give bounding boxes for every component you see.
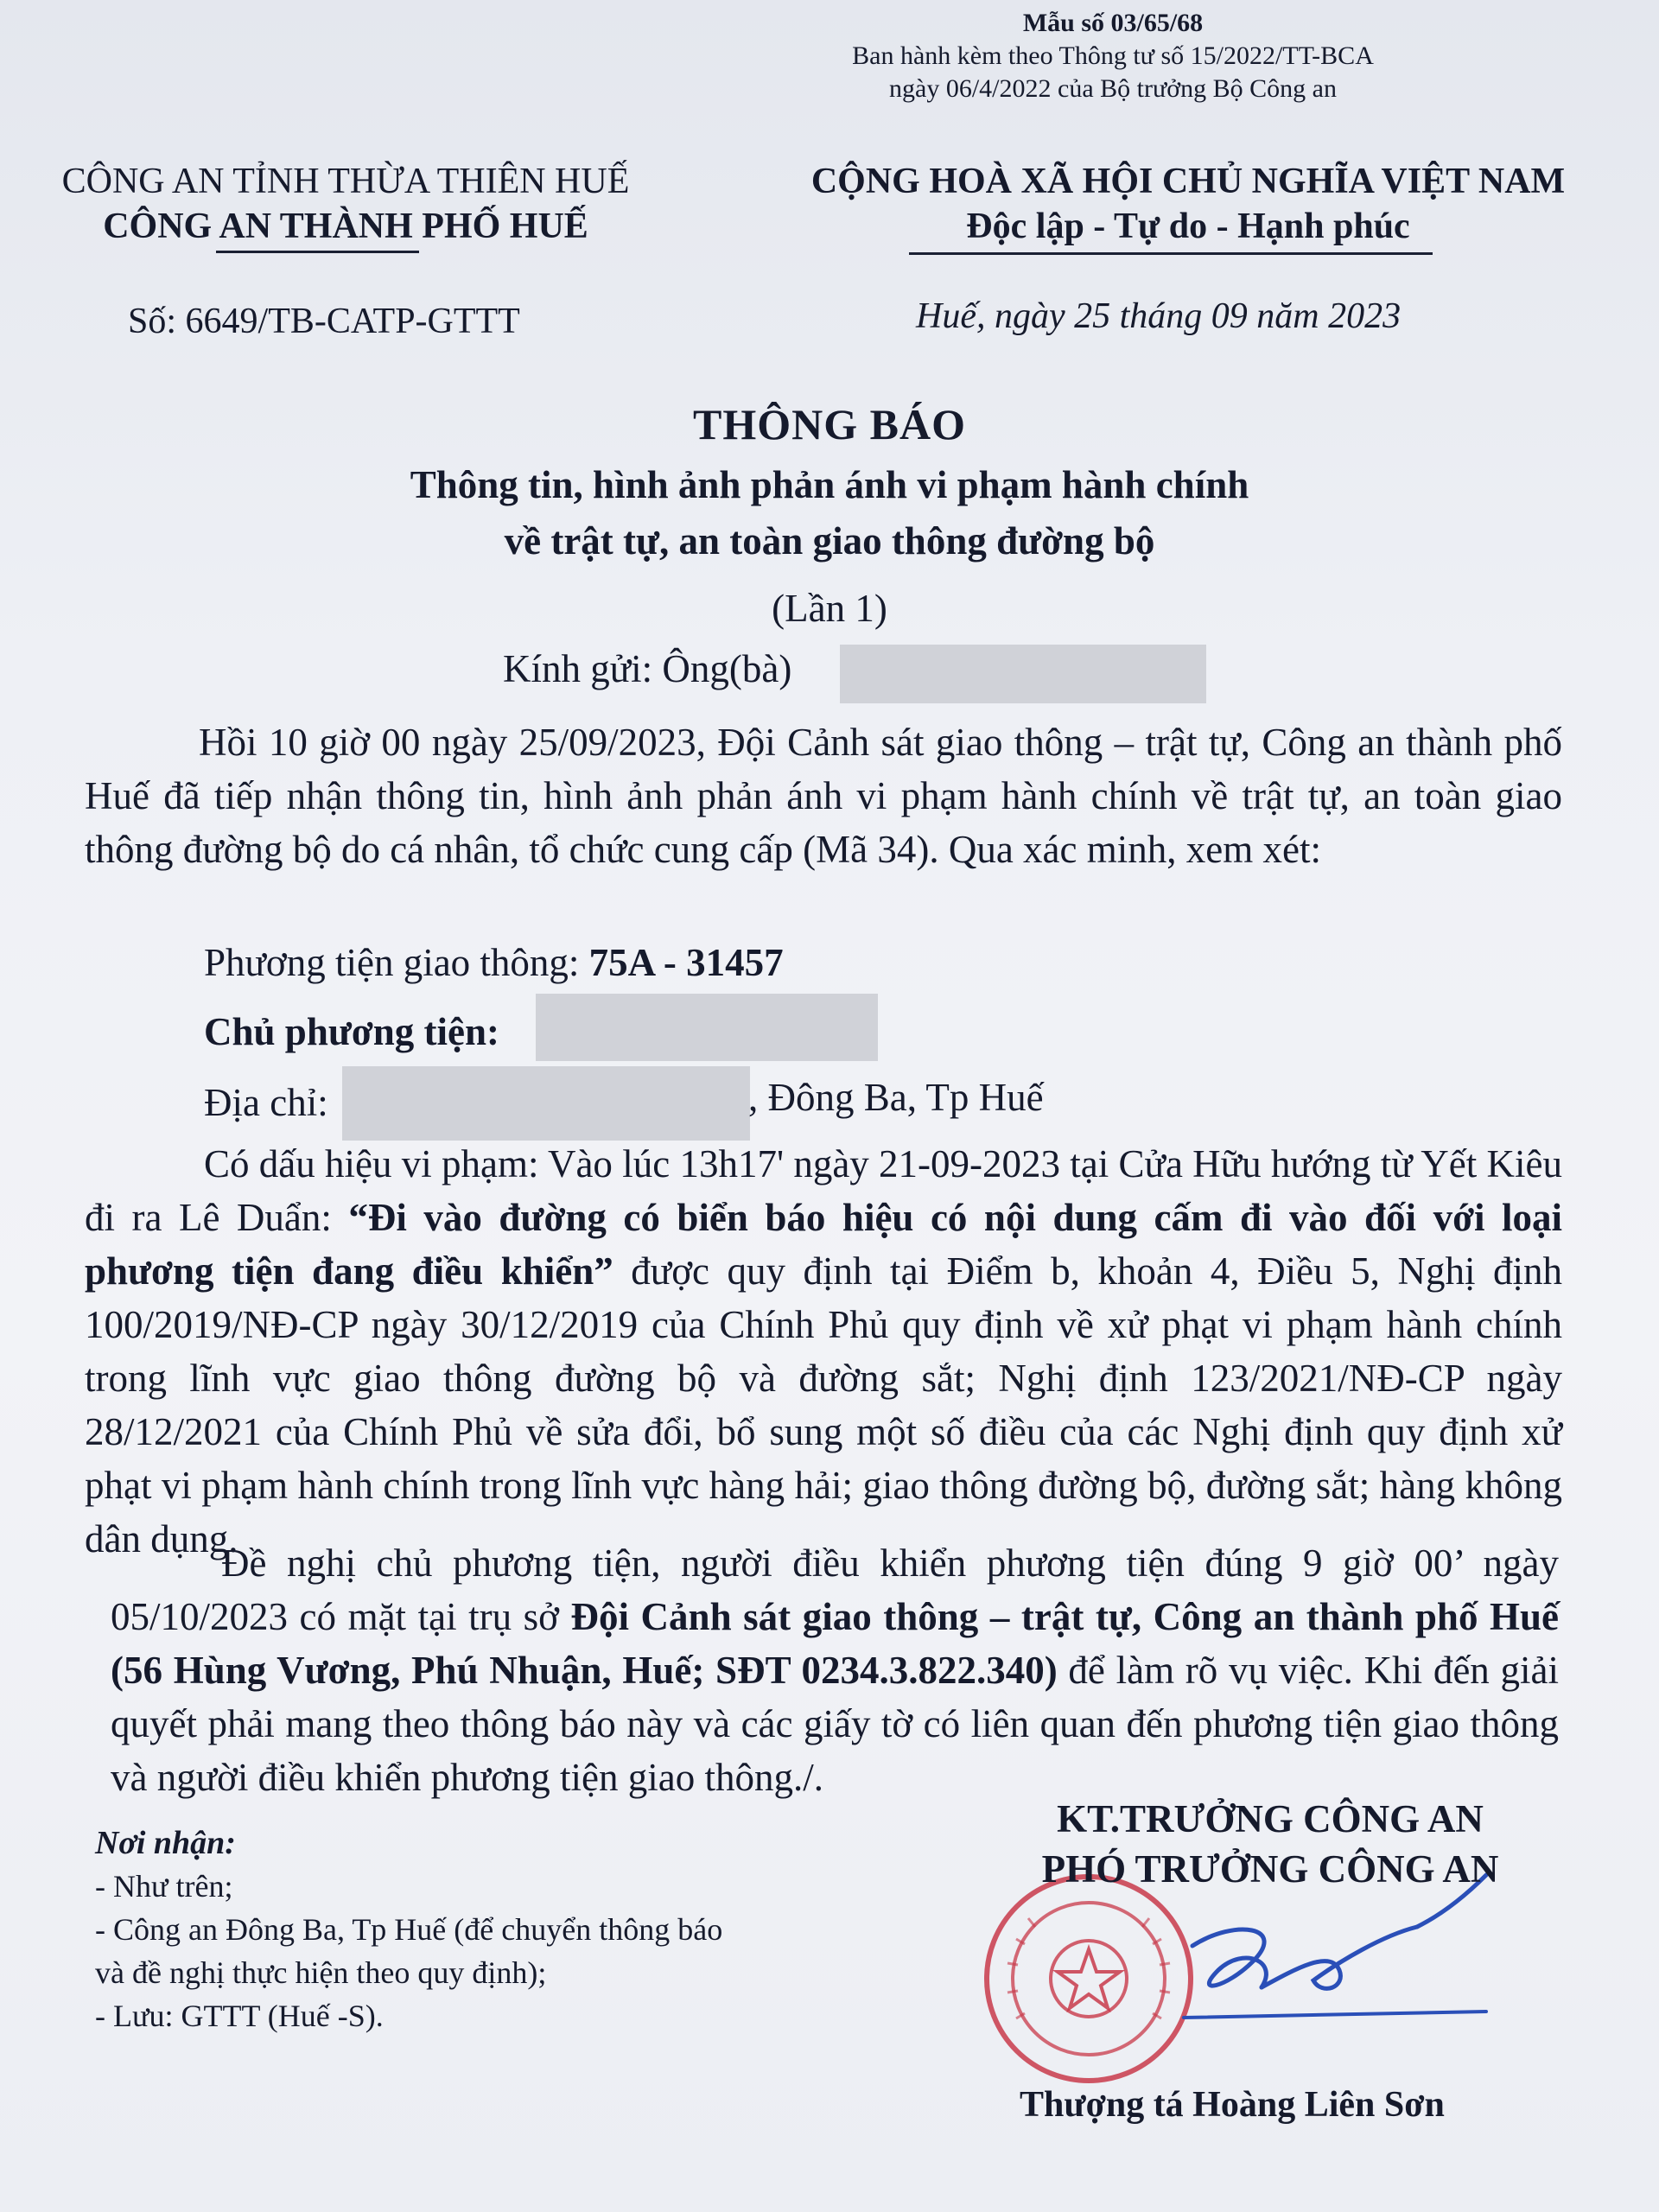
form-issued-date: ngày 06/4/2022 của Bộ trưởng Bộ Công an [889, 74, 1337, 103]
form-info [802, 7, 1424, 105]
form-issued-with: Ban hành kèm theo Thông tư số 15/2022/TT-BCA [852, 41, 1374, 70]
redacted-address [342, 1066, 750, 1141]
request-paragraph [111, 1536, 1559, 1804]
redacted-addressee [840, 645, 1206, 703]
place-date: Huế, ngày 25 tháng 09 năm 2023 [916, 296, 1402, 336]
recipient-item: - Lưu: GTTT (Huế -S). [95, 1999, 384, 2033]
violation-description: “Đi vào đường có biển báo hiệu có nội dung cấm đi vào đối với loại phương tiện đang điều khiển” [85, 1196, 1562, 1293]
violation-paragraph [85, 1137, 1562, 1566]
signature-block [968, 1794, 1573, 1894]
form-number: Mẫu số 03/65/68 [1022, 9, 1204, 37]
request-location: Đội Cảnh sát giao thông – trật tự, Công an thành phố Huế (56 Hùng Vương, Phú Nhuận, Huế; SĐT 0234.3.822.340) [111, 1595, 1560, 1692]
addressee-label: Kính gửi: Ông(bà) [503, 647, 792, 690]
owner-label: Chủ phương tiện: [204, 1010, 500, 1053]
signature-title-2: PHÓ TRƯỞNG CÔNG AN [1041, 1847, 1499, 1891]
recipient-item: - Công an Đông Ba, Tp Huế (để chuyển thông báo [95, 1912, 723, 1947]
national-title: CỘNG HOÀ XÃ HỘI CHỦ NGHĨA VIỆT NAM [810, 162, 1566, 201]
redacted-owner [536, 994, 878, 1061]
red-seal-icon [987, 1877, 1191, 2081]
handwritten-signature-icon [1184, 1875, 1486, 2018]
recipient-item: - Như trên; [95, 1869, 233, 1904]
attempt-number: (Lần 1) [772, 587, 887, 630]
recipients-heading: Nơi nhận: [95, 1825, 236, 1861]
agency-header [17, 159, 674, 249]
agency-parent: CÔNG AN TỈNH THỪA THIÊN HUẾ [61, 162, 630, 201]
signature-title-1: KT.TRƯỞNG CÔNG AN [1057, 1797, 1484, 1840]
document-title: THÔNG BÁO [693, 400, 966, 448]
address-suffix: , Đông Ba, Tp Huế [748, 1076, 1044, 1119]
violation-lead: Có dấu hiệu vi phạm: Vào lúc 13h17' ngày 21-09-2023 tại Cửa Hữu hướng từ Yết Kiêu đi ra Lê Duẩn: [85, 1142, 1562, 1239]
document-number: Số: 6649/TB-CATP-GTTT [128, 302, 520, 341]
agency-name: CÔNG AN THÀNH PHỐ HUẾ [103, 207, 588, 246]
agency-underline [216, 251, 419, 253]
national-header [734, 159, 1642, 249]
motto-underline [909, 252, 1433, 255]
signer-name: Thượng tá Hoàng Liên Sơn [1020, 2085, 1445, 2125]
vehicle-line [204, 940, 784, 985]
vehicle-plate: 75A - 31457 [588, 941, 784, 984]
request-lead: Đề nghị chủ phương tiện, người điều khiển phương tiện đúng 9 giờ 00’ ngày 05/10/2023 có mặt tại trụ sở [111, 1541, 1559, 1638]
vehicle-label: Phương tiện giao thông: [204, 941, 580, 984]
national-motto: Độc lập - Tự do - Hạnh phúc [966, 207, 1410, 246]
address-label: Địa chỉ: [204, 1081, 328, 1124]
document-subtitle-2: về trật tự, an toàn giao thông đường bộ [504, 519, 1155, 563]
recipient-item: và đề nghị thực hiện theo quy định); [95, 1955, 547, 1990]
recipients-block [95, 1821, 873, 2037]
intro-paragraph: Hồi 10 giờ 00 ngày 25/09/2023, Đội Cảnh sát giao thông – trật tự, Công an thành phố Huế đã tiếp nhận thông tin, hình ảnh phản ánh vi phạm hành chính về trật tự, an toàn giao thông đường bộ do cá nhân, tổ chức cung cấp (Mã 34). Qua xác minh, xem xét: [85, 721, 1562, 871]
request-rest: để làm rõ vụ việc. Khi đến giải quyết phải mang theo thông báo này và các giấy tờ có liên quan đến phương tiện giao thông và người điều khiển phương tiện giao thông./. [111, 1649, 1559, 1799]
violation-legal-basis: được quy định tại Điểm b, khoản 4, Điều 5, Nghị định 100/2019/NĐ-CP ngày 30/12/2019 của Chính Phủ quy định về xử phạt vi phạm hành chính trong lĩnh vực giao thông đường bộ và đường sắt; Nghị định 123/2021/NĐ-CP ngày 28/12/2021 của Chính Phủ về sửa đổi, bổ sung một số điều của các Nghị định quy định xử phạt vi phạm hành chính trong lĩnh vực hàng hải; giao thông đường bộ, đường sắt; hàng không dân dụng. [85, 1249, 1562, 1560]
document-subtitle-1: Thông tin, hình ảnh phản ánh vi phạm hành chính [410, 463, 1249, 506]
